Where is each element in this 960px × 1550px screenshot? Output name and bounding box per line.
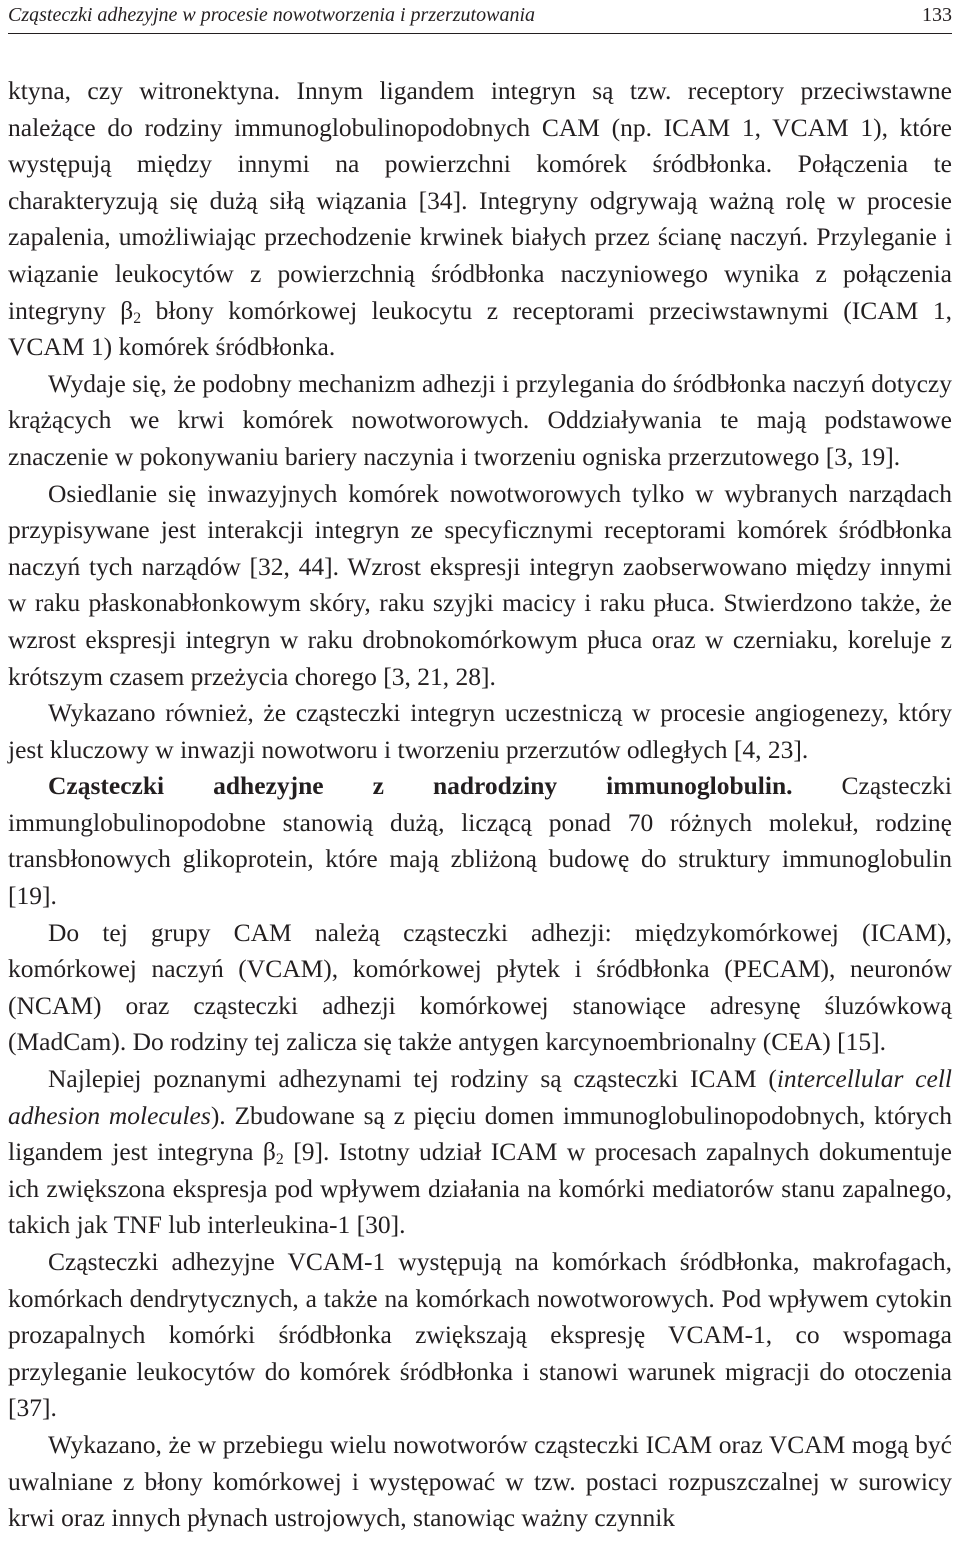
subscript-2: 2 — [275, 1151, 284, 1169]
paragraph-7-text-b: ). Zbudowane są z pięciu domen immunoglobulinopodobnych, których ligandem jest integryna β — [8, 1100, 953, 1167]
paragraph-1-text-b: błony komórkowej leukocytu z receptorami przeciwstawnymi (ICAM 1, VCAM 1) komórek śródbłonka. — [8, 295, 952, 362]
body-text — [8, 73, 952, 1537]
subscript-2: 2 — [133, 309, 142, 327]
paragraph-1 — [8, 73, 952, 366]
running-head — [8, 0, 952, 34]
page-number: 133 — [922, 4, 952, 26]
paragraph-7 — [8, 1061, 952, 1244]
paragraph-5 — [8, 768, 952, 914]
section-heading: Cząsteczki adhezyjne z nadrodziny immunoglobulin. — [48, 771, 793, 801]
paragraph-2: Wydaje się, że podobny mechanizm adhezji i przylegania do śródbłonka naczyń dotyczy krążących we krwi komórek nowotworowych. Oddziaływania te mają podstawowe znaczenie w pokonywaniu bariery naczynia i tworzeniu ogniska przerzutowego [3, 19]. — [8, 368, 952, 471]
italic-term: intercellular cell adhesion molecules — [8, 1064, 952, 1130]
paragraph-3: Osiedlanie się inwazyjnych komórek nowotworowych tylko w wybranych narządach przypisywane jest interakcji integryn ze specyficznymi receptorami komórek śródbłonka naczyń tych narządów [32, 44]. Wzrost ekspresji integryn zaobserwowano między innymi w raku płaskonabłonkowym skóry, raku szyjki macicy i raku płuca. Stwierdzono także, że wzrost ekspresji integryn w raku drobnokomórkowym płuca oraz w czerniaku, koreluje z krótszym czasem przeżycia chorego [3, 21, 28]. — [8, 478, 952, 691]
paragraph-7-text-a: Najlepiej poznanymi adhezynami tej rodziny są cząsteczki ICAM ( — [48, 1064, 777, 1094]
paragraph-8: Cząsteczki adhezyjne VCAM-1 występują na komórkach śródbłonka, makrofagach, komórkach dendrytycznych, a także na komórkach nowotworowych. Pod wpływem cytokin prozapalnych komórki śródbłonka zwiększają ekspresję VCAM-1, co wspomaga przyleganie leukocytów do komórek śródbłonka i stanowi warunek migracji do otoczenia [37]. — [8, 1247, 952, 1423]
paragraph-9: Wykazano, że w przebiegu wielu nowotworów cząsteczki ICAM oraz VCAM mogą być uwalniane z błony komórkowej i występować w tzw. postaci rozpuszczalnej w surowicy krwi oraz innych płynach ustrojowych, stanowiąc ważny czynnik — [8, 1429, 952, 1533]
paragraph-5-text: Cząsteczki immunglobulinopodobne stanowią dużą, liczącą ponad 70 różnych molekuł, rodzinę transbłonowych glikoprotein, które mają zbliżoną budowę do struktury immunoglobulin [19]. — [8, 771, 952, 911]
paragraph-7-text-c: [9]. Istotny udział ICAM w procesach zapalnych dokumentuje ich zwiększona ekspresja pod wpływem działania na komórki mediatorów stanu zapalnego, takich jak TNF lub interleukina-1 [30]. — [8, 1137, 952, 1240]
paragraph-1-text-a: ktyna, czy witronektyna. Innym ligandem integryn są tzw. receptory przeciwstawne należące do rodziny immunoglobulinopodobnych CAM (np. ICAM 1, VCAM 1), które występują między innymi na powierzchni komórek śródbłonka. Połączenia te charakteryzują się dużą siłą wiązania [34]. Integryny odgrywają ważną rolę w procesie zapalenia, umożliwiając przechodzenie krwinek białych przez ścianę naczyń. Przyleganie i wiązanie leukocytów z powierzchnią śródbłonka naczyniowego wynika z połączenia integryny β — [8, 76, 952, 325]
paragraph-6: Do tej grupy CAM należą cząsteczki adhezji: międzykomórkowej (ICAM), komórkowej naczyń (VCAM), komórkowej płytek i śródbłonka (PECAM), neuronów (NCAM) oraz cząsteczki adhezji komórkowej stanowiące adresynę śluzówkową (MadCam). Do rodziny tej zalicza się także antygen karcynoembrionalny (CEA) [15]. — [8, 917, 952, 1057]
running-title: Cząsteczki adhezyjne w procesie nowotworzenia i przerzutowania — [8, 4, 536, 26]
paragraph-4: Wykazano również, że cząsteczki integryn uczestniczą w procesie angiogenezy, który jest kluczowy w inwazji nowotworu i tworzeniu przerzutów odległych [4, 23]. — [8, 698, 952, 764]
